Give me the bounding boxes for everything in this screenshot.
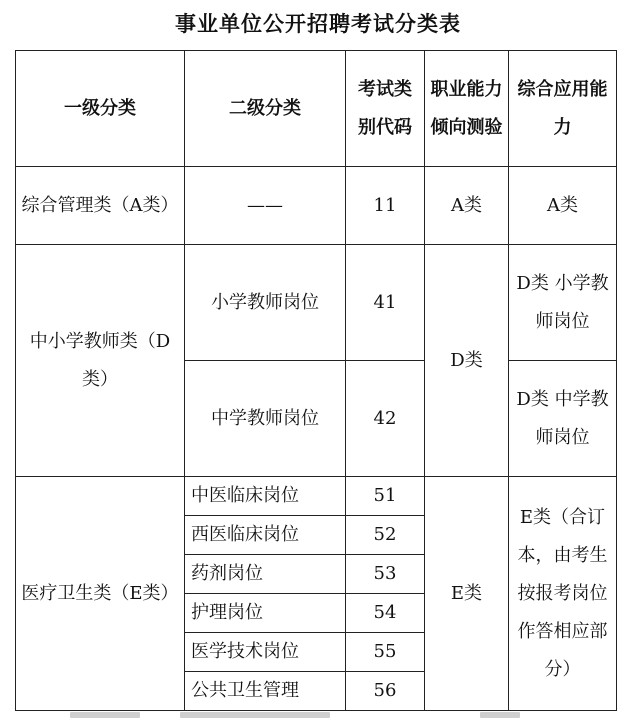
header-code: 考试类别代码: [346, 51, 425, 167]
code-cell-e1: 51: [346, 477, 425, 516]
classification-table: [15, 50, 617, 711]
code-cell-a: 11: [346, 167, 425, 245]
header-comprehensive: 综合应用能力: [509, 51, 617, 167]
level2-cell-e3: 药剂岗位: [185, 555, 346, 594]
comprehensive-cell-d1: D类 小学教师岗位: [509, 245, 617, 361]
level1-cell-d: 中小学教师类（D类）: [16, 245, 185, 477]
comprehensive-cell-a: A类: [509, 167, 617, 245]
comprehensive-cell-e: E类（合订本，由考生按报考岗位作答相应部分）: [509, 477, 617, 711]
level2-cell-a: ——: [185, 167, 346, 245]
code-cell-e3: 53: [346, 555, 425, 594]
code-cell-d1: 41: [346, 245, 425, 361]
cropped-footer-text: [0, 706, 636, 718]
header-level2: 二级分类: [185, 51, 346, 167]
code-cell-e5: 55: [346, 633, 425, 672]
comprehensive-cell-d2: D类 中学教师岗位: [509, 361, 617, 477]
header-row: [16, 51, 617, 167]
level2-cell-d2: 中学教师岗位: [185, 361, 346, 477]
level2-cell-e6: 公共卫生管理: [185, 672, 346, 711]
level2-cell-e2: 西医临床岗位: [185, 516, 346, 555]
vocational-cell-a: A类: [425, 167, 509, 245]
level2-cell-e1: 中医临床岗位: [185, 477, 346, 516]
level1-cell-a: 综合管理类（A类）: [16, 167, 185, 245]
code-cell-d2: 42: [346, 361, 425, 477]
header-level1: 一级分类: [16, 51, 185, 167]
table-row: [16, 245, 617, 361]
header-vocational: 职业能力倾向测验: [425, 51, 509, 167]
vocational-cell-e: E类: [425, 477, 509, 711]
level2-cell-e4: 护理岗位: [185, 594, 346, 633]
table-row: [16, 477, 617, 516]
code-cell-e4: 54: [346, 594, 425, 633]
code-cell-e6: 56: [346, 672, 425, 711]
table-row: [16, 167, 617, 245]
level1-cell-e: 医疗卫生类（E类）: [16, 477, 185, 711]
level2-cell-e5: 医学技术岗位: [185, 633, 346, 672]
vocational-cell-d: D类: [425, 245, 509, 477]
page-title: 事业单位公开招聘考试分类表: [175, 11, 461, 36]
level2-cell-d1: 小学教师岗位: [185, 245, 346, 361]
code-cell-e2: 52: [346, 516, 425, 555]
